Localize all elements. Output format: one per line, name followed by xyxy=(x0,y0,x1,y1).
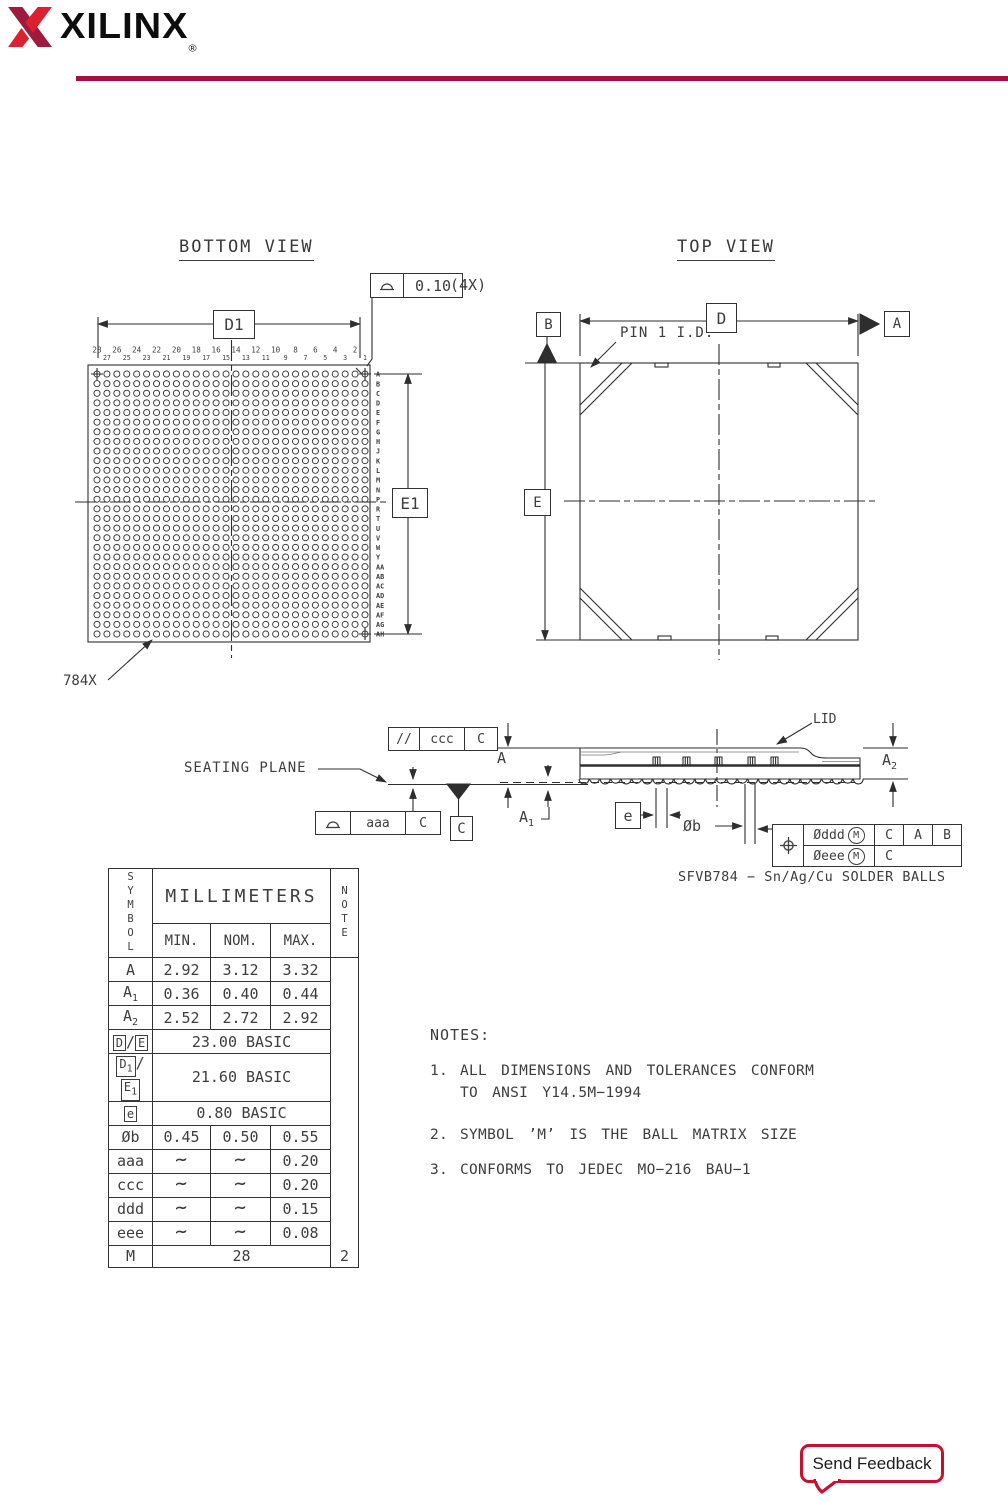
svg-text:A: A xyxy=(376,370,381,379)
table-row: $A_1$ 0.36 0.40 0.44 xyxy=(109,982,359,1006)
svg-text:AG: AG xyxy=(376,621,385,630)
note-2: 2. SYMBOL ’M’ IS THE BALL MATRIX SIZE xyxy=(430,1126,798,1143)
table-row: ccc ~ ~ 0.20 xyxy=(109,1173,359,1197)
balls-count-leader xyxy=(108,640,152,680)
svg-text:AH: AH xyxy=(376,630,385,639)
svg-text:15: 15 xyxy=(222,354,231,362)
pitch-e-box: e xyxy=(615,802,641,829)
position-datum-c: C xyxy=(875,825,904,845)
svg-text:V: V xyxy=(376,534,381,543)
svg-text:E: E xyxy=(376,409,381,418)
datum-a-box: A xyxy=(884,311,910,337)
mmc-modifier-icon: M xyxy=(848,827,865,844)
svg-text:19: 19 xyxy=(182,354,191,362)
svg-text:U: U xyxy=(376,524,381,533)
row-symbol: $D_1$ $/E_1$ xyxy=(109,1054,153,1102)
dim-d1-box: D1 xyxy=(213,310,255,339)
note-header: NOTE xyxy=(331,869,359,958)
svg-text:G: G xyxy=(376,428,381,437)
svg-text:20: 20 xyxy=(171,345,181,355)
svg-text:16: 16 xyxy=(211,345,221,355)
datum-c-triangle xyxy=(447,784,470,799)
svg-text:L: L xyxy=(376,467,381,475)
row-symbol: Øb xyxy=(109,1125,153,1149)
row-symbol: A xyxy=(109,958,153,982)
svg-text:R: R xyxy=(376,505,381,514)
svg-text:AA: AA xyxy=(376,563,385,572)
balls-count-label: 784X xyxy=(63,673,97,689)
notes-title: NOTES: xyxy=(430,1026,491,1044)
svg-text:2: 2 xyxy=(352,345,358,355)
table-row: Øb 0.45 0.50 0.55 xyxy=(109,1125,359,1149)
svg-text:28: 28 xyxy=(92,345,102,355)
svg-text:1: 1 xyxy=(363,354,367,362)
mmc-modifier-icon: M xyxy=(848,848,865,865)
svg-text:12: 12 xyxy=(251,345,261,355)
row-symbol: $A_2$ xyxy=(109,1006,153,1030)
ball-dia-label: Øb xyxy=(683,817,702,835)
svg-text:11: 11 xyxy=(261,354,270,362)
symbol-header: SYMBOL xyxy=(109,869,153,958)
flatness-symbol-icon xyxy=(371,274,404,297)
flatness-qty: (4X) xyxy=(450,276,487,294)
ball-dia-tick-lines xyxy=(745,784,755,844)
svg-text:P: P xyxy=(376,495,381,504)
svg-text:10: 10 xyxy=(271,345,281,355)
svg-text:AE: AE xyxy=(376,601,385,610)
send-feedback-button[interactable]: Send Feedback xyxy=(800,1444,944,1483)
svg-text:AB: AB xyxy=(376,572,385,581)
dim-a-label: A xyxy=(497,749,507,767)
table-row: A 2.92 3.12 3.32 xyxy=(109,958,359,982)
position-datum-b: B xyxy=(943,827,951,843)
flatness-tolerance: aaa xyxy=(351,812,406,834)
bottom-notch xyxy=(658,636,671,640)
position-tolerance-2: Øeee M xyxy=(804,846,875,866)
position-symbol-icon xyxy=(773,825,804,866)
position-tolerance-1: Øddd M xyxy=(804,825,875,845)
brand-text: $XILINX_®$ xyxy=(60,6,198,55)
row-symbol: D / E xyxy=(109,1030,153,1054)
lid-leader xyxy=(777,723,812,744)
dim-a2-label: $A_2$ xyxy=(882,751,898,772)
position-datum-c2: C xyxy=(885,848,893,864)
svg-text:H: H xyxy=(376,438,381,447)
registered-mark: ® xyxy=(188,42,198,55)
svg-text:21: 21 xyxy=(162,354,171,362)
feedback-bubble-tail xyxy=(812,1479,844,1497)
svg-text:N: N xyxy=(376,486,381,495)
note-3: 3. CONFORMS TO JEDEC MO−216 BAU−1 xyxy=(430,1162,751,1179)
svg-text:F: F xyxy=(376,418,381,427)
parallelism-datum: C xyxy=(477,731,485,747)
flatness-value: 0.10 xyxy=(414,276,452,295)
svg-text:14: 14 xyxy=(231,345,241,355)
row-symbol: ccc xyxy=(109,1173,153,1197)
note-1: 1. ALL DIMENSIONS AND TOLERANCES CONFORM TO ANSI Y14.5M−1994 xyxy=(430,1063,815,1101)
solder-balls-section xyxy=(579,779,863,784)
svg-text:B: B xyxy=(376,380,381,389)
svg-text:23: 23 xyxy=(142,354,151,362)
svg-text:M: M xyxy=(376,476,381,485)
flatness-symbol-icon xyxy=(316,812,351,834)
row-symbol: eee xyxy=(109,1221,153,1245)
lid-label: LID xyxy=(813,712,837,727)
flatness-datum: C xyxy=(419,815,427,831)
svg-text:D: D xyxy=(376,399,381,408)
svg-text:9: 9 xyxy=(283,354,288,362)
table-row: $D_1$ $/E_1$ 21.60 BASIC xyxy=(109,1054,359,1102)
svg-text:C: C xyxy=(376,389,381,398)
table-row: e 0.80 BASIC xyxy=(109,1101,359,1125)
svg-text:J: J xyxy=(376,447,381,456)
svg-text:27: 27 xyxy=(102,354,111,362)
dim-a2-subscript: 2 xyxy=(891,761,898,772)
dim-a1-subscript: 1 xyxy=(528,818,535,829)
notes-section xyxy=(430,1026,814,1182)
pin1-label: PIN 1 I.D. xyxy=(620,325,715,341)
svg-text:T: T xyxy=(376,515,381,524)
dim-a1-label: $A_1$ xyxy=(519,808,535,829)
solder-ball-note: SFVB784 − Sn/Ag/Cu SOLDER BALLS xyxy=(678,869,946,885)
datum-b-triangle xyxy=(538,344,556,362)
datum-a-triangle xyxy=(860,314,879,334)
svg-text:Y: Y xyxy=(376,553,381,562)
svg-text:W: W xyxy=(376,544,381,553)
row-symbol: ddd xyxy=(109,1197,153,1221)
svg-text:3: 3 xyxy=(343,354,348,362)
nom-header: NOM. xyxy=(211,924,271,958)
top-notch xyxy=(655,363,668,367)
row-symbol: aaa xyxy=(109,1149,153,1173)
row-symbol: M xyxy=(109,1245,153,1267)
svg-text:24: 24 xyxy=(132,345,142,355)
table-row: eee ~ ~ 0.08 xyxy=(109,1221,359,1245)
dim-d-box: D xyxy=(706,303,737,333)
seating-flatness-frame xyxy=(315,811,441,835)
ball-grid-outline xyxy=(88,365,370,642)
dim-a1-connector xyxy=(541,807,549,819)
svg-text:AF: AF xyxy=(376,611,385,620)
svg-text:AC: AC xyxy=(376,582,385,591)
top-notch xyxy=(768,363,780,367)
position-tolerance-frame xyxy=(772,824,962,867)
svg-text:22: 22 xyxy=(151,345,162,355)
svg-text:7: 7 xyxy=(303,354,308,362)
svg-text:AD: AD xyxy=(376,592,385,601)
header-rule xyxy=(76,76,1008,81)
row-symbol: $A_1$ xyxy=(109,982,153,1006)
min-header: MIN. xyxy=(153,924,211,958)
svg-text:4: 4 xyxy=(332,345,338,355)
parallelism-tolerance: ccc xyxy=(420,728,465,750)
table-row: ddd ~ ~ 0.15 xyxy=(109,1197,359,1221)
seating-plane-label: SEATING PLANE xyxy=(184,760,307,776)
dimensions-table xyxy=(108,868,359,1268)
flatness-leader xyxy=(367,296,372,366)
die-components xyxy=(653,757,778,765)
svg-text:K: K xyxy=(376,457,381,466)
table-row: aaa ~ ~ 0.20 xyxy=(109,1149,359,1173)
svg-text:25: 25 xyxy=(122,354,131,362)
table-row: D / E 23.00 BASIC xyxy=(109,1030,359,1054)
svg-text:26: 26 xyxy=(112,345,122,355)
top-view-title: TOP VIEW xyxy=(677,237,775,261)
row-symbol: e xyxy=(109,1101,153,1125)
dim-e1-box: E1 xyxy=(392,488,428,518)
row-letters xyxy=(376,371,384,639)
parallelism-frame xyxy=(388,727,498,751)
datum-c-box: C xyxy=(450,816,473,841)
svg-text:13: 13 xyxy=(241,354,250,362)
svg-text:6: 6 xyxy=(313,345,318,355)
max-header: MAX. xyxy=(271,924,331,958)
svg-text:8: 8 xyxy=(293,345,298,355)
xilinx-logo xyxy=(8,6,198,69)
svg-text:5: 5 xyxy=(323,354,328,362)
bottom-view-drawing xyxy=(40,228,510,698)
millimeters-header: MILLIMETERS xyxy=(153,869,331,924)
bottom-view-title: BOTTOM VIEW xyxy=(179,237,314,261)
datum-b-box: B xyxy=(536,312,561,337)
table-row: M 28 2 xyxy=(109,1245,359,1267)
pin1-corner-tick xyxy=(356,368,362,374)
svg-text:18: 18 xyxy=(191,345,201,355)
top-view-drawing xyxy=(520,228,1008,688)
dim-e-box: E xyxy=(524,489,551,516)
xilinx-x-icon xyxy=(8,6,54,48)
parallelism-symbol: // xyxy=(389,728,420,750)
bottom-notch xyxy=(766,636,778,640)
column-numbers xyxy=(92,346,367,363)
svg-text:17: 17 xyxy=(202,354,211,362)
pitch-tick-lines xyxy=(656,788,667,828)
position-datum-a: A xyxy=(904,825,933,845)
table-row: $A_2$ 2.52 2.72 2.92 xyxy=(109,1006,359,1030)
seating-plane-leader xyxy=(318,769,386,782)
